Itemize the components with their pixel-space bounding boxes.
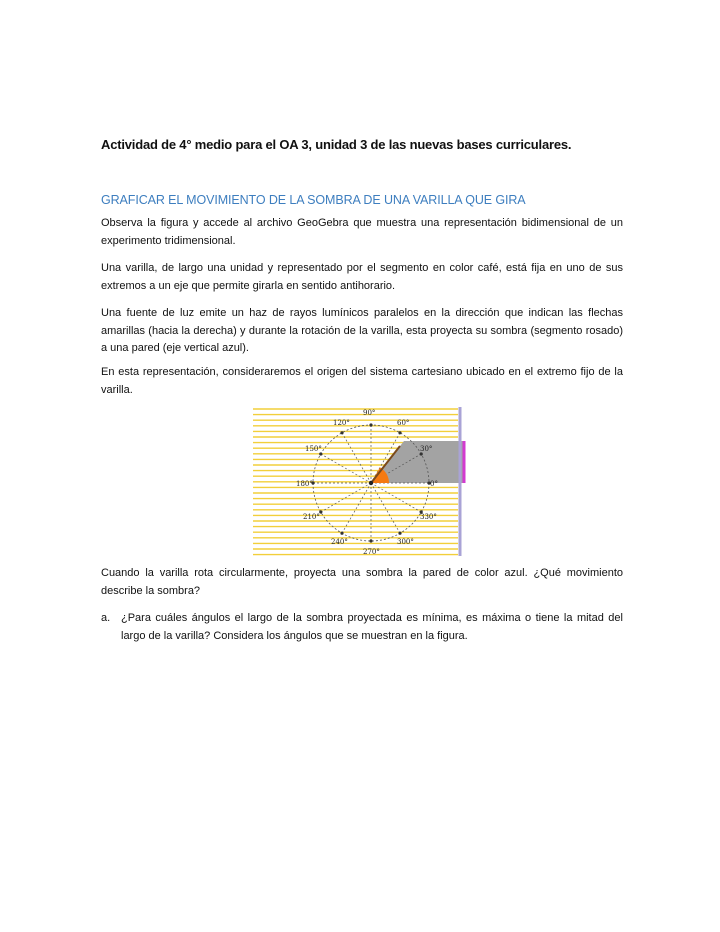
radial-line [321, 454, 371, 483]
section-title: GRAFICAR EL MOVIMIENTO DE LA SOMBRA DE UNA VARILLA QUE GIRA [101, 193, 526, 207]
angle-point [340, 431, 343, 434]
angle-label-300: 300° [397, 538, 414, 546]
geogebra-figure [253, 407, 470, 556]
angle-label-0: 0° [430, 480, 438, 488]
angle-label-240: 240° [331, 538, 348, 546]
angle-label-330: 330° [420, 513, 437, 521]
rotation-diagram [253, 407, 470, 556]
paragraph-rod: Una varilla, de largo una unidad y representado por el segmento en color café, está fija en uno de sus extremos a un eje que permite girarla en sentido antihorario. [101, 262, 623, 292]
angle-label-30: 30° [420, 445, 433, 453]
angle-point [369, 423, 372, 426]
paragraph-shadow-question: Cuando la varilla rota circularmente, proyecta una sombra la pared de color azul. ¿Qué movimiento describe la sombra? [101, 567, 623, 597]
radial-line [342, 483, 371, 533]
question-text: ¿Para cuáles ángulos el largo de la sombra proyectada es mínima, es máxima o tiene la mitad del largo de la varilla? Considera los ángulos que se muestran en la figura. [121, 612, 623, 642]
paragraph-light-source: Una fuente de luz emite un haz de rayos lumínicos paralelos en la dirección que indican las flechas amarillas (hacia la derecha) y durante la rotación de la varilla, esta proyecta su sombra (segmento rosado) a una pared (eje vertical azul). [101, 307, 623, 354]
radial-line [342, 433, 371, 483]
angle-point [398, 431, 401, 434]
activity-heading: Actividad de 4° medio para el OA 3, unidad 3 de las nuevas bases curriculares. [101, 137, 572, 152]
paragraph-observe: Observa la figura y accede al archivo GeoGebra que muestra una representación bidimensional de un experimento tridimensional. [101, 217, 623, 247]
angle-point [398, 532, 401, 535]
angle-label-180: 180° [296, 480, 313, 488]
angle-label-60: 60° [397, 419, 410, 427]
origin-point [369, 481, 373, 485]
angle-label-120: 120° [333, 419, 350, 427]
angle-label-210: 210° [303, 513, 320, 521]
angle-point [369, 539, 372, 542]
angle-label-90: 90° [363, 409, 376, 417]
angle-label-150: 150° [305, 445, 322, 453]
question-letter: a. [101, 612, 111, 624]
radial-line [371, 483, 400, 533]
paragraph-origin: En esta representación, consideraremos el origen del sistema cartesiano ubicado en el extremo fijo de la varilla. [101, 366, 623, 396]
angle-label-270: 270° [363, 548, 380, 556]
angle-point [340, 532, 343, 535]
